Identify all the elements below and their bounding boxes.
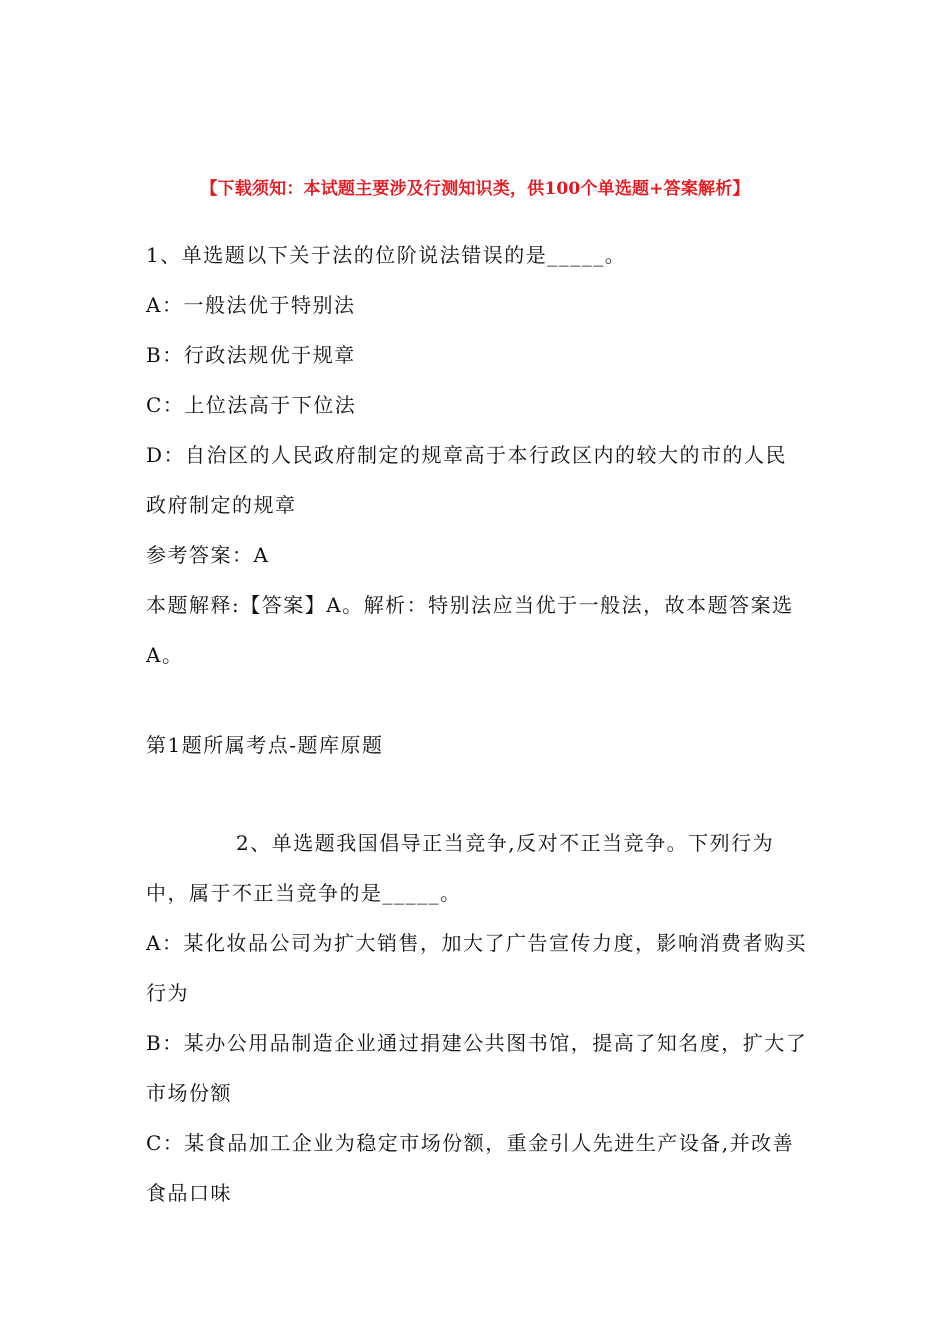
question-2-stem: 2、单选题我国倡导正当竞争,反对不正当竞争。下列行为中，属于不正当竞争的是_____。: [146, 831, 775, 905]
question-1-stem: 1、单选题以下关于法的位阶说法错误的是_____。: [146, 243, 627, 267]
question-1-knowledge-point: 第1题所属考点-题库原题: [146, 733, 384, 757]
question-content: [146, 230, 808, 1218]
question-1-option-d: D：自治区的人民政府制定的规章高于本行政区内的较大的市的人民政府制定的规章: [146, 443, 788, 517]
question-1-answer: 参考答案：A: [146, 543, 270, 567]
download-notice: 【下载须知：本试题主要涉及行测知识类，供100个单选题+答案解析】: [200, 179, 750, 199]
question-1-explanation: 本题解释:【答案】A。解析：特别法应当优于一般法，故本题答案选A。: [146, 593, 794, 667]
question-1-option-a: A：一般法优于特别法: [146, 293, 356, 317]
question-2-option-b: B：某办公用品制造企业通过捐建公共图书馆，提高了知名度，扩大了市场份额: [146, 1031, 808, 1105]
spacer: [146, 770, 808, 818]
question-1-option-c: C：上位法高于下位法: [146, 393, 357, 417]
spacer: [146, 680, 808, 720]
question-2-option-a: A：某化妆品公司为扩大销售，加大了广告宣传力度，影响消费者购买行为: [146, 931, 807, 1005]
question-1-option-b: B：行政法规优于规章: [146, 343, 356, 367]
question-2-option-c: C：某食品加工企业为稳定市场份额，重金引人先进生产设备,并改善食品口味: [146, 1131, 795, 1205]
